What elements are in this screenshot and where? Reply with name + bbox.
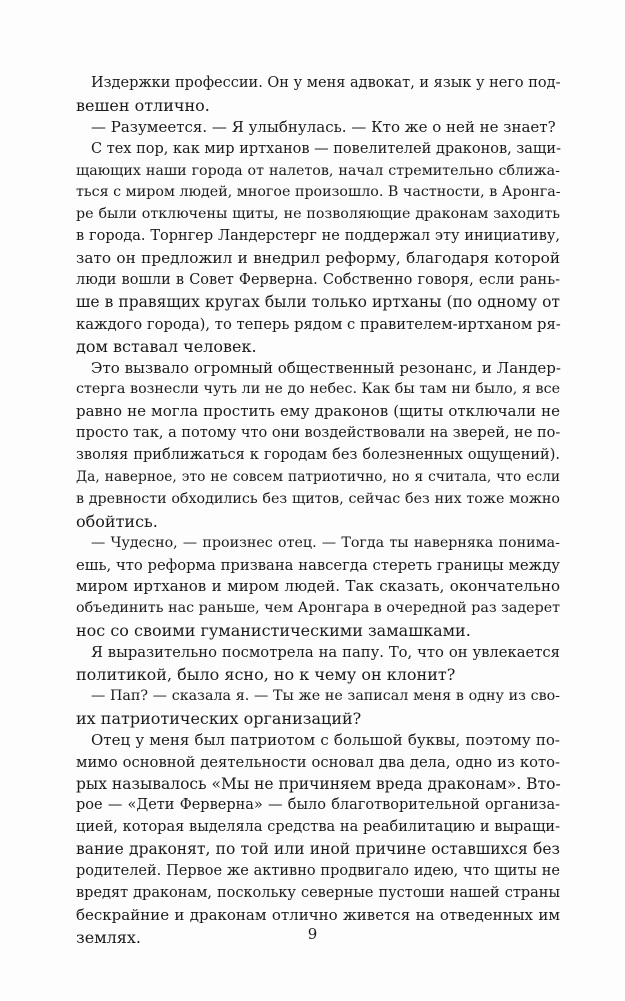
body-text	[76, 73, 560, 949]
text-line: вешен отлично.	[76, 95, 210, 115]
text-line: рое — «Дети Ферверна» — было благотворительной организа-	[76, 797, 560, 814]
text-line: рых называлось «Мы не причиняем вреда драконам». Вто-	[76, 774, 561, 793]
text-line: цией, которая выделяла средства на реабилитацию и выращи-	[76, 819, 560, 836]
text-line: политикой, было ясно, но к чему он клонит?	[76, 665, 456, 685]
text-line: щающих наши города от налетов, начал стремительно сближа-	[76, 162, 560, 179]
text-line: мимо основной деятельности основал два дела, одно из кото-	[76, 753, 560, 771]
text-line: — Пап? — сказала я. — Ты же не записал меня в одну из сво-	[91, 687, 560, 704]
text-line: Да, наверное, это не совсем патриотично, но я считала, что если	[76, 469, 560, 486]
text-line: землях.	[76, 927, 142, 947]
text-line: Издержки профессии. Он у меня адвокат, и язык у него под-	[91, 75, 561, 91]
text-line: миром иртханов и миром людей. Так сказать, окончательно	[76, 577, 560, 596]
text-line: бескрайние и драконам отлично живется на отведенных им	[76, 905, 560, 924]
text-line: С тех пор, как мир иртханов — повелителей драконов, защи-	[91, 140, 561, 157]
text-line: ше в правящих кругах были только иртханы (по одному от	[76, 292, 560, 311]
text-line: Отец у меня был патриотом с большой буквы, поэтому по-	[91, 730, 560, 749]
text-line: в древности обходились без щитов, сейчас без них тоже можно	[76, 490, 560, 507]
text-line: — Разумеется. — Я улыбнулась. — Кто же о ней не знает?	[91, 117, 556, 136]
text-line: каждого города), то теперь рядом с правителем-иртханом ря-	[76, 315, 561, 333]
text-line: их патриотических организаций?	[76, 708, 362, 728]
text-line: зато он предложил и внедрил реформу, благодаря которой	[76, 249, 560, 268]
page-number: 9	[307, 925, 318, 943]
text-line: обойтись.	[76, 511, 158, 531]
text-line: Это вызвало огромный общественный резонанс, и Ландер-	[91, 358, 561, 377]
text-line: ре были отключены щиты, не позволяющие драконам заходить	[76, 206, 560, 223]
text-line: в города. Торнгер Ландерстерг не поддержал эту инициативу,	[76, 228, 560, 245]
text-line: люди вошли в Совет Ферверна. Собственно говоря, если рань-	[76, 272, 560, 289]
text-line: ться с миром людей, многое произошло. В частности, в Аронга-	[76, 184, 561, 201]
text-line: равно не могла простить ему драконов (щиты отключали не	[76, 402, 560, 421]
text-line: стерга вознесли чуть ли не до небес. Как бы там ни было, я все	[76, 381, 560, 398]
text-line: нос со своими гуманистическими замашками.	[76, 621, 471, 641]
text-line: вредят драконам, поскольку северные пустоши нашей страны	[76, 884, 560, 901]
text-line: ешь, что реформа призвана навсегда стереть границы между	[76, 556, 560, 574]
text-line: объединить нас раньше, чем Аронгара в очередной раз задерет	[76, 600, 561, 617]
text-line: зволяя приближаться к городам без болезненных ощущений).	[76, 447, 560, 464]
text-line: Я выразительно посмотрела на папу. То, что он увлекается	[91, 644, 560, 662]
text-line: родителей. Первое же активно продвигало идею, что щиты не	[76, 863, 560, 880]
text-line: просто так, а потому что они воздействовали на зверей, не по-	[76, 425, 561, 442]
text-line: — Чудесно, — произнес отец. — Тогда ты наверняка понима-	[91, 534, 560, 551]
text-line: дом вставал человек.	[76, 336, 257, 356]
text-line: вание драконят, по той или иной причине оставшихся без	[76, 840, 560, 859]
